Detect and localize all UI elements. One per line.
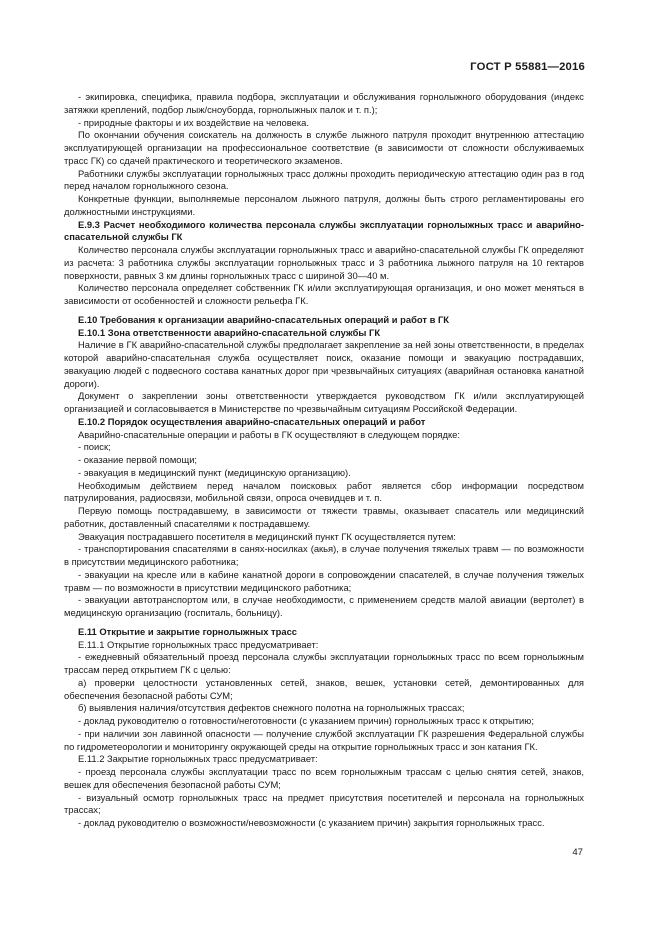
paragraph: Эвакуация пострадавшего посетителя в медицинский пункт ГК осуществляется путем: bbox=[78, 530, 456, 542]
list-item: а) проверки целостности установленных сетей, знаков, вешек, установки сетей, демонтированных для обеспечения безопасной работы СУМ; bbox=[64, 676, 584, 701]
paragraph: Работники службы эксплуатации горнолыжных трасс должны проходить периодическую аттестацию один раз в год перед началом горнолыжного сезона. bbox=[64, 167, 584, 192]
section-heading: Е.10 Требования к организации аварийно-спасательных операций и работ в ГК bbox=[78, 313, 449, 325]
paragraph: Необходимым действием перед началом поисковых работ является сбор информации посредством патрулирования, радиосвязи, мобильной связи, опроса очевидцев и т. п. bbox=[64, 479, 584, 504]
paragraph: Документ о закреплении зоны ответственности утверждается руководством ГК и/или эксплуатирующей организацией и согласовывается в Министерстве по чрезвычайным ситуациям Российской Федерации. bbox=[64, 390, 584, 414]
list-item: - ежедневный обязательный проезд персонала службы эксплуатации горнолыжных трасс по всем горнолыжным трассам перед открытием ГК с целью: bbox=[64, 651, 584, 675]
list-item: - эвакуации на кресле или в кабине канатной дороги в сопровождении спасателей, в случае получения тяжелых травм — по возможности в присутствии медицинского работника; bbox=[64, 568, 584, 593]
paragraph: - экипировка, специфика, правила подбора, эксплуатации и обслуживания горнолыжного оборудования (индекс затяжки креплений, подбор лыж/сноуборда, горнолыжных палок и т. п.); bbox=[64, 91, 584, 115]
document-code-header: ГОСТ Р 55881—2016 bbox=[470, 61, 585, 73]
section-heading: Е.10.2 Порядок осуществления аварийно-спасательных операций и работ bbox=[78, 415, 426, 427]
list-item: - проезд персонала службы эксплуатации трасс по всем горнолыжным трассам с целью снятия сетей, знаков, вешек для обеспечения безопасной работы СУМ; bbox=[64, 766, 584, 790]
section-heading: Е.10.1 Зона ответственности аварийно-спасательной службы ГК bbox=[78, 326, 381, 338]
paragraph: По окончании обучения соискатель на должность в службе лыжного патруля проходит внутреннюю аттестацию эксплуатирующей организации на профессиональное соответствие (в зависимости от сложности обслуживаемых трасс ГК) со сдачей практического и теоретического экзаменов. bbox=[64, 129, 584, 166]
paragraph: Е.11.1 Открытие горнолыжных трасс предусматривает: bbox=[78, 638, 319, 650]
list-item: - визуальный осмотр горнолыжных трасс на предмет присутствия посетителей и персонала на горнолыжных трассах; bbox=[64, 791, 584, 816]
paragraph: - природные факторы и их воздействие на человека. bbox=[78, 116, 309, 128]
paragraph: Количество персонала определяет собственник ГК и/или эксплуатирующая организация, и оно может меняться в зависимости от особенностей и сложности рельефа ГК. bbox=[64, 282, 584, 306]
list-item: - при наличии зон лавинной опасности — получение службой эксплуатации ГК разрешения Федеральной службы по гидрометеорологии и мониторингу окружающей среды на открытие горнолыжных трасс и зон катания ГК. bbox=[64, 727, 584, 752]
list-item: - доклад руководителю о возможности/невозможности (с указанием причин) закрытия горнолыжных трасс. bbox=[78, 817, 545, 828]
document-body bbox=[64, 91, 584, 830]
list-item: - доклад руководителю о готовности/неготовности (с указанием причин) горнолыжных трасс к открытию; bbox=[78, 715, 534, 726]
paragraph: Конкретные функции, выполняемые персоналом лыжного патруля, должны быть строго регламентированы его должностными инструкциями. bbox=[64, 193, 584, 217]
list-item: - эвакуации автотранспортом или, в случае необходимости, с применением средств малой авиации (вертолет) в медицинскую организацию (госпиталь, больницу). bbox=[64, 594, 584, 618]
list-item: - поиск; bbox=[78, 441, 111, 453]
paragraph: Количество персонала службы эксплуатации горнолыжных трасс и аварийно-спасательной службы ГК определяют из расчета: 3 работника службы эксплуатации горнолыжных трасс и 3 работника лыжного патруля на 10 гектаров поверхности, равных 3 км длины горнолыжных трасс с шириной 30—40 м. bbox=[64, 244, 584, 281]
list-item: - транспортирования спасателями в санях-носилках (акья), в случае получения тяжелых травм — по возможности в присутствии медицинского работника; bbox=[64, 543, 584, 567]
list-item: - оказание первой помощи; bbox=[78, 454, 198, 465]
page-number: 47 bbox=[572, 847, 583, 858]
section-heading: Е.9.3 Расчет необходимого количества персонала службы эксплуатации горнолыжных трасс и аварийно-спасательной службы ГК bbox=[64, 218, 584, 243]
paragraph: Аварийно-спасательные операции и работы в ГК осуществляют в следующем порядке: bbox=[78, 428, 460, 440]
paragraph: Наличие в ГК аварийно-спасательной службы предполагает закрепление за ней зоны ответственности, в пределах которой аварийно-спасательная служба осуществляет поиск, оказание помощи и эвакуацию пострадавших, эвакуацию людей с подвесного состава канатных дорог при чрезвычайных ситуациях (аварийная остановка канатной дороги). bbox=[64, 339, 584, 389]
list-item: б) выявления наличия/отсутствия дефектов снежного полотна на горнолыжных трассах; bbox=[78, 702, 465, 714]
section-heading: Е.11 Открытие и закрытие горнолыжных трасс bbox=[78, 625, 298, 637]
list-item: - эвакуация в медицинский пункт (медицинскую организацию). bbox=[78, 466, 351, 478]
paragraph: Первую помощь пострадавшему, в зависимости от тяжести травмы, оказывает спасатель или медицинский работник, доставленный спасателями к пострадавшему. bbox=[64, 505, 584, 529]
paragraph: Е.11.2 Закрытие горнолыжных трасс предусматривает: bbox=[78, 753, 318, 765]
